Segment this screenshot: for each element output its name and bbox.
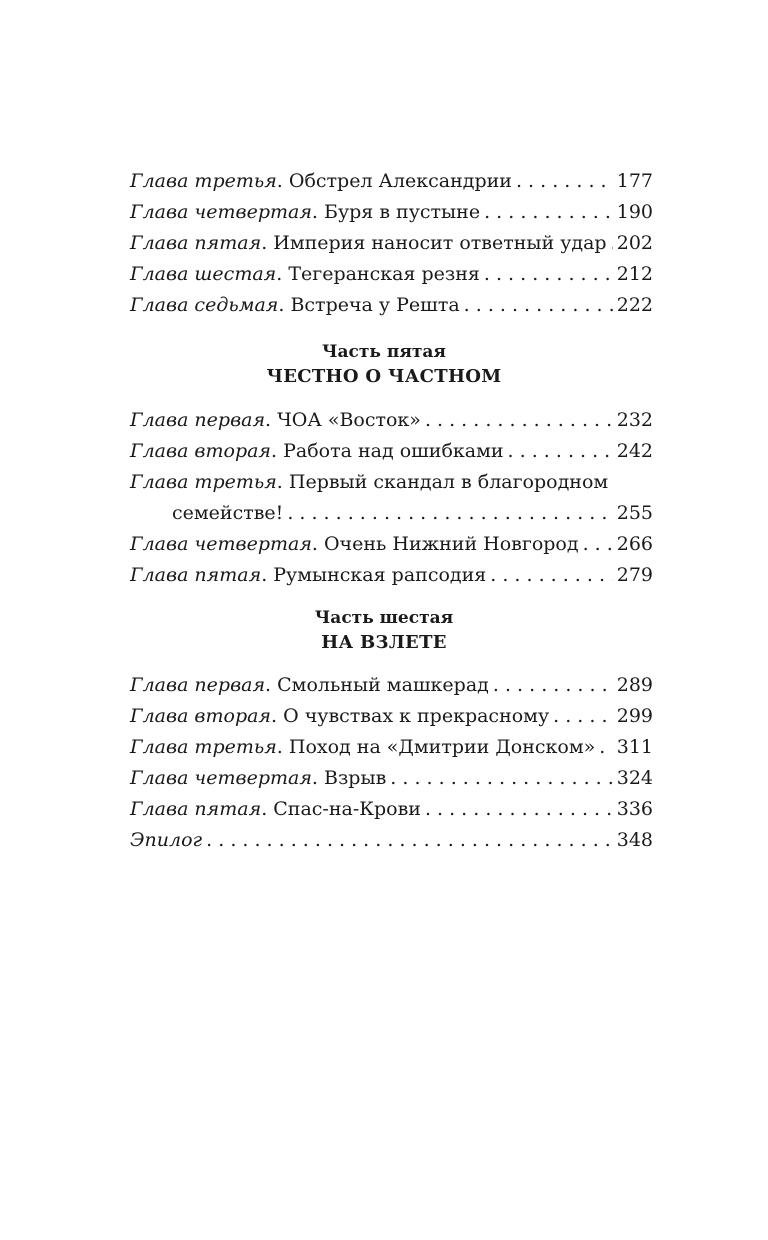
part-label: Часть пятая [322, 342, 446, 362]
part-title: НА ВЗЛЕТЕ [321, 632, 447, 653]
leader-dots [206, 825, 613, 856]
chapter-title: . Империя наносит ответный удар [261, 232, 607, 254]
toc-section-part6 [130, 670, 653, 856]
page-number: 255 [616, 502, 653, 524]
chapter-title: . Румынская рапсодия [261, 564, 487, 586]
leader-dots [490, 560, 612, 591]
page-number: 289 [616, 674, 653, 696]
toc-entry[interactable] [130, 166, 653, 197]
chapter-label: Глава шестая [130, 263, 277, 285]
toc-entry-continuation[interactable] [130, 498, 653, 529]
toc-entry-epilogue[interactable] [130, 825, 653, 856]
page-number: 299 [616, 705, 653, 727]
toc-entry[interactable] [130, 228, 653, 259]
toc-section-part5 [130, 405, 653, 591]
chapter-title: . Первый скандал в благородном [276, 471, 609, 493]
page-number: 202 [616, 232, 653, 254]
chapter-title: . Буря в пустыне [311, 201, 481, 223]
leader-dots [599, 732, 612, 763]
part-label: Часть шестая [314, 608, 454, 628]
toc-entry[interactable] [130, 290, 653, 321]
chapter-label: Глава вторая [130, 440, 272, 462]
page-number: 242 [616, 440, 653, 462]
part-heading [0, 340, 768, 390]
chapter-title: . Тегеранская резня [276, 263, 480, 285]
chapter-title-continuation: семействе! [172, 502, 284, 524]
toc-entry[interactable] [130, 405, 653, 436]
part-title: ЧЕСТНО О ЧАСТНОМ [266, 366, 502, 387]
leader-dots [390, 763, 612, 794]
chapter-title: . Встреча у Решта [278, 294, 460, 316]
chapter-label: Глава третья [130, 170, 277, 192]
page-number: 222 [616, 294, 653, 316]
chapter-label: Глава четвертая [130, 201, 312, 223]
chapter-label: Глава третья [130, 736, 277, 758]
toc-section-previous-part [130, 166, 653, 321]
chapter-title: . Работа над ошибками [271, 440, 504, 462]
chapter-title: . ЧОА «Восток» [265, 409, 421, 431]
chapter-label: Глава вторая [130, 705, 272, 727]
toc-entry[interactable] [130, 732, 653, 763]
leader-dots [425, 405, 613, 436]
leader-dots [464, 290, 613, 321]
page-number: 190 [616, 201, 653, 223]
page-number: 212 [616, 263, 653, 285]
page-number: 348 [616, 829, 653, 851]
toc-entry[interactable] [130, 436, 653, 467]
chapter-title: . Очень Нижний Новгород [311, 533, 579, 555]
part-heading [0, 606, 768, 656]
chapter-label: Глава седьмая [130, 294, 279, 316]
toc-entry[interactable] [130, 259, 653, 290]
page-number: 336 [616, 798, 653, 820]
page-number: 324 [616, 767, 653, 789]
page-number: 177 [616, 170, 653, 192]
page-number: 232 [616, 409, 653, 431]
leader-dots [287, 498, 612, 529]
toc-entry[interactable] [130, 529, 653, 560]
leader-dots [508, 436, 613, 467]
chapter-label: Глава пятая [130, 232, 262, 254]
chapter-title: . Взрыв [311, 767, 387, 789]
page-number: 279 [616, 564, 653, 586]
toc-entry[interactable] [130, 197, 653, 228]
toc-entry[interactable] [130, 794, 653, 825]
toc-entry[interactable] [130, 560, 653, 591]
page-number: 311 [616, 736, 653, 758]
chapter-label: Глава четвертая [130, 533, 312, 555]
chapter-label: Глава четвертая [130, 767, 312, 789]
chapter-title: . Обстрел Александрии [276, 170, 512, 192]
chapter-label: Глава пятая [130, 564, 262, 586]
leader-dots [425, 794, 613, 825]
leader-dots [493, 670, 613, 701]
chapter-label: Глава первая [130, 409, 266, 431]
toc-entry[interactable] [130, 670, 653, 701]
leader-dots [583, 529, 613, 560]
chapter-title: . О чувствах к прекрасному [271, 705, 550, 727]
leader-dots [484, 197, 613, 228]
chapter-title: . Поход на «Дмитрии Донском» [276, 736, 596, 758]
leader-dots [516, 166, 613, 197]
chapter-label: Глава третья [130, 471, 277, 493]
leader-dots [553, 701, 613, 732]
chapter-label: Глава пятая [130, 798, 262, 820]
toc-entry[interactable] [130, 763, 653, 794]
toc-entry[interactable] [130, 701, 653, 732]
chapter-label: Эпилог [130, 829, 203, 851]
chapter-title: . Спас-на-Крови [261, 798, 421, 820]
toc-entry[interactable] [130, 467, 653, 498]
chapter-label: Глава первая [130, 674, 266, 696]
page-number: 266 [616, 533, 653, 555]
chapter-title: . Смольный машкерад [265, 674, 489, 696]
leader-dots [611, 228, 613, 259]
leader-dots [484, 259, 613, 290]
